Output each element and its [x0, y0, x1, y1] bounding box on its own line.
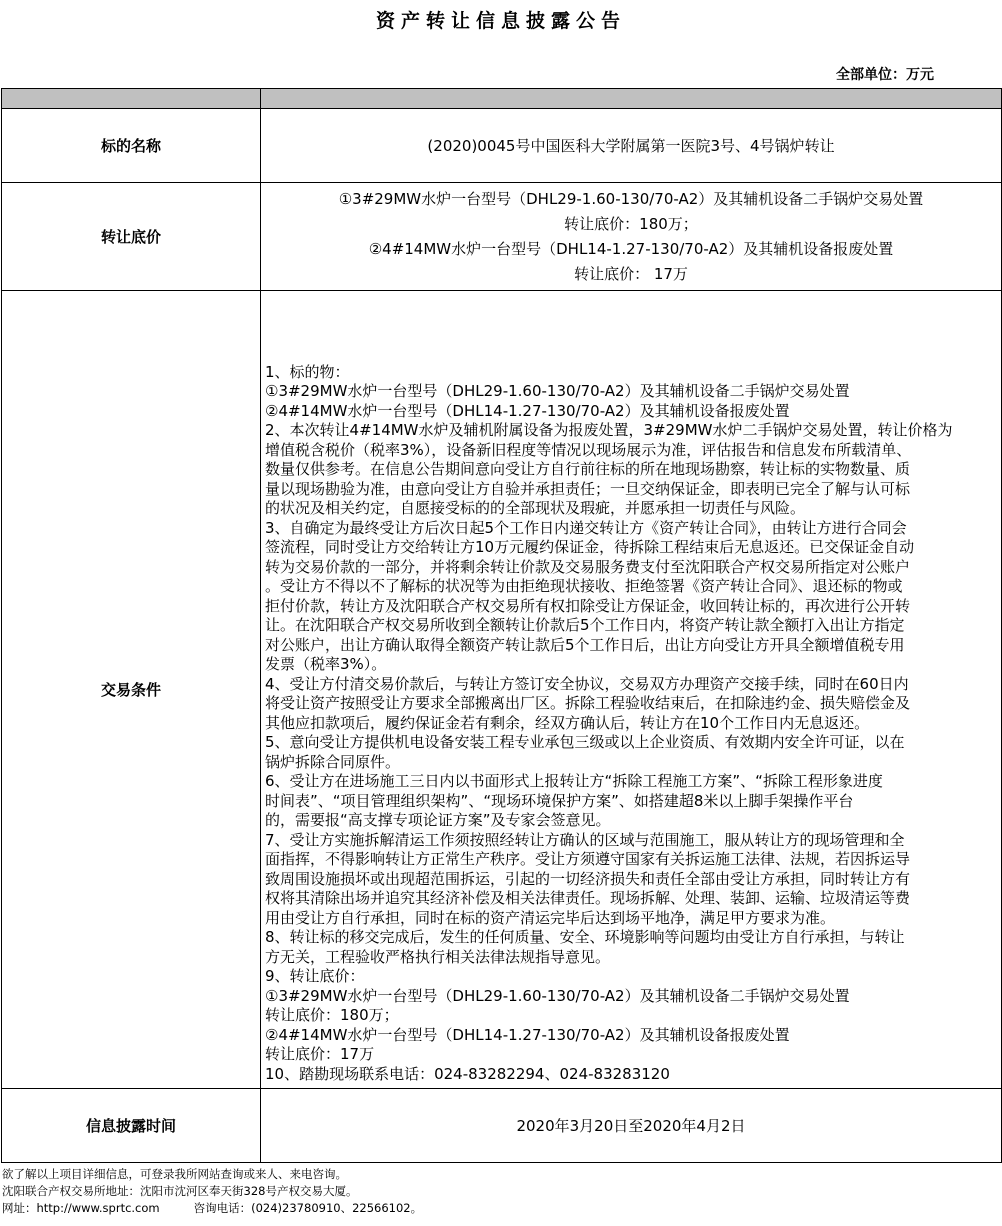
table-header-row	[2, 89, 1002, 109]
name-value: (2020)0045号中国医科大学附属第一医院3号、4号锅炉转让	[261, 109, 1002, 183]
price-line: 转让底价： 17万	[574, 264, 688, 283]
condition-line: 5、意向受让方提供机电设备安装工程专业承包三级或以上企业资质、有效期内安全许可证，以在	[265, 733, 905, 751]
condition-line: 致周围设施损坏或出现超范围拆运，引起的一切经济损失和责任全部由受让方承担，同时转让方有	[265, 869, 911, 888]
condition-line: 让。在沈阳联合产权交易所收到全额转让价款后5个工作日内，将资产转让款全额打入出让方指定	[265, 616, 905, 634]
condition-line: 的，需要报“高支撑专项论证方案”及专家会签意见。	[265, 811, 611, 829]
phone-text: 咨询电话：(024)23780910、22566102。	[193, 1201, 423, 1215]
name-label: 标的名称	[2, 109, 261, 183]
footer-line-contact	[2, 1200, 422, 1217]
website-link[interactable]: 网址：http://www.sprtc.com	[2, 1201, 160, 1215]
condition-line: 的状况及相关约定，自愿接受标的的全部现状及瑕疵，并愿承担一切责任与风险。	[265, 499, 806, 517]
condition-line: 量以现场勘验为准，由意向受让方自验并承担责任；一旦交纳保证金，即表明已完全了解与认可标	[265, 479, 911, 498]
conditions-value	[261, 291, 1002, 1089]
row-target-name	[2, 109, 1002, 183]
condition-line: 签流程，同时受让方交给转让方10万元履约保证金，待拆除工程结束后无息返还。已交保证金自动	[265, 538, 915, 556]
row-reserve-price	[2, 183, 1002, 291]
condition-line: 权将其清除出场并追究其经济补偿及相关法律责任。现场拆解、处理、装卸、运输、垃圾清运等费	[265, 889, 911, 907]
condition-line: 9、转让底价：	[265, 967, 365, 985]
price-line: ②4#14MW水炉一台型号（DHL14-1.27-130/70-A2）及其辅机设备报废处置	[368, 239, 894, 258]
footer-line-inquiry: 欲了解以上项目详细信息，可登录我所网站查询或来人、来电咨询。	[2, 1167, 347, 1181]
condition-line: 转让底价：180万；	[265, 1006, 399, 1024]
condition-line: 3、自确定为最终受让方后次日起5个工作日内递交转让方《资产转让合同》，由转让方进行合同会	[265, 518, 907, 537]
condition-line: 数量仅供参考。在信息公告期间意向受让方自行前往标的所在地现场勘察，转让标的实物数量、质	[265, 460, 911, 478]
condition-line: 其他应扣款项后，履约保证金若有剩余，经双方确认后，转让方在10个工作日内无息返还。	[265, 713, 870, 732]
condition-line: 4、受让方付清交易价款后，与转让方签订安全协议，交易双方办理资产交接手续，同时在60日内	[265, 674, 909, 693]
condition-line: 。受让方不得以不了解标的状况等为由拒绝现状接收、拒绝签署《资产转让合同》、退还标的物或	[265, 577, 903, 595]
condition-line: 增值税含税价（税率3%），设备新旧程度等情况以现场展示为准，评估报告和信息发布所载清单、	[265, 440, 912, 459]
condition-line: 2、本次转让4#14MW水炉及辅机附属设备为报废处置，3#29MW水炉二手锅炉交易处置，转让价格为	[265, 421, 953, 439]
time-label: 信息披露时间	[2, 1089, 261, 1163]
price-line: ①3#29MW水炉一台型号（DHL29-1.60-130/70-A2）及其辅机设备二手锅炉交易处置	[338, 189, 924, 208]
footer-line-address: 沈阳联合产权交易所地址：沈阳市沈河区奉天街328号产权交易大厦。	[2, 1184, 358, 1198]
header-cell-right	[261, 89, 1002, 109]
conditions-label: 交易条件	[2, 291, 261, 1089]
disclosure-table	[1, 88, 1002, 1163]
condition-line: 10、踏勘现场联系电话：024-83282294、024-83283120	[265, 1064, 670, 1083]
condition-line: 方无关，工程验收严格执行相关法律法规指导意见。	[265, 947, 611, 966]
condition-line: 1、标的物：	[265, 362, 350, 381]
condition-line: 将受让资产按照受让方要求全部搬离出厂区。拆除工程验收结束后，在扣除违约金、损失赔偿金及	[265, 694, 911, 712]
price-value	[261, 183, 1002, 291]
condition-line: 锅炉拆除合同原件。	[265, 752, 401, 771]
footer-notes	[2, 1166, 422, 1217]
condition-line: 发票（税率3%）。	[265, 655, 387, 673]
condition-line: 转为交易价款的一部分，并将剩余转让价款及交易服务费支付至沈阳联合产权交易所指定对公账户	[265, 557, 911, 576]
row-trade-conditions	[2, 291, 1002, 1089]
price-label: 转让底价	[2, 183, 261, 291]
row-disclosure-time	[2, 1089, 1002, 1163]
time-value: 2020年3月20日至2020年4月2日	[261, 1089, 1002, 1163]
condition-line: ①3#29MW水炉一台型号（DHL29-1.60-130/70-A2）及其辅机设备二手锅炉交易处置	[265, 382, 850, 400]
condition-line: ②4#14MW水炉一台型号（DHL14-1.27-130/70-A2）及其辅机设备报废处置	[265, 1025, 790, 1044]
price-line: 转让底价：180万；	[564, 214, 698, 233]
condition-line: 用由受让方自行承担，同时在标的资产清运完毕后达到场平地净，满足甲方要求为准。	[265, 908, 836, 927]
header-cell-left	[2, 89, 261, 109]
condition-line: 转让底价：17万	[265, 1045, 375, 1063]
condition-line: 面指挥，不得影响转让方正常生产秩序。受让方须遵守国家有关拆运施工法律、法规，若因拆运导	[265, 850, 911, 868]
unit-note: 全部单位：万元	[836, 67, 934, 83]
condition-line: 7、受让方实施拆解清运工作须按照经转让方确认的区域与范围施工，服从转让方的现场管理和全	[265, 830, 905, 849]
page-title: 资产转让信息披露公告	[375, 10, 626, 32]
condition-line: 时间表”、“项目管理组织架构”、“现场环境保护方案”、如搭建超8米以上脚手架操作平台	[265, 791, 854, 810]
condition-line: 8、转让标的移交完成后，发生的任何质量、安全、环境影响等问题均由受让方自行承担，与转让	[265, 928, 905, 946]
condition-line: ②4#14MW水炉一台型号（DHL14-1.27-130/70-A2）及其辅机设备报废处置	[265, 401, 790, 420]
condition-line: ①3#29MW水炉一台型号（DHL29-1.60-130/70-A2）及其辅机设备二手锅炉交易处置	[265, 986, 850, 1005]
condition-line: 对公账户，出让方确认取得全额资产转让款后5个工作日后，出让方向受让方开具全额增值税专用	[265, 635, 905, 654]
condition-line: 拒付价款，转让方及沈阳联合产权交易所有权扣除受让方保证金，收回转让标的，再次进行公开转	[265, 596, 911, 615]
condition-line: 6、受让方在进场施工三日内以书面形式上报转让方“拆除工程施工方案”、“拆除工程形象进度	[265, 772, 883, 790]
